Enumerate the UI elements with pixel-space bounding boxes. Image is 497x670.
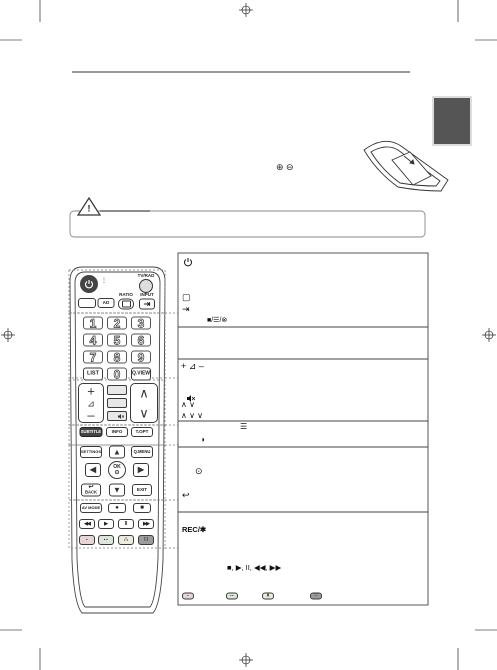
- ok-label: OK: [113, 463, 121, 470]
- ok-icon: ⊙: [114, 469, 120, 476]
- ratio-icon: [122, 301, 131, 308]
- tv-rad-label: TV/RAD: [137, 272, 155, 278]
- warning-mark: !: [87, 203, 91, 214]
- red-button: ·: [79, 535, 95, 545]
- channel-line-1: ∧ ∨: [181, 400, 195, 409]
- fast-forward-button: ▶▶: [138, 519, 154, 529]
- dots-icon: ⋮: [100, 277, 108, 285]
- channel-up: ∧: [139, 385, 149, 401]
- play-button: ▶: [98, 519, 114, 529]
- info-button: INFO: [106, 427, 128, 437]
- back-label: BACK: [84, 489, 98, 495]
- stop-button: ■: [133, 503, 151, 513]
- tv-rad-icons: ■/☰/⊗: [207, 317, 228, 324]
- back-icon: ↩: [182, 490, 190, 500]
- subtitle-button: SUBTITLE: [80, 427, 103, 437]
- nav-right-button: ▶: [133, 463, 149, 477]
- volume-icon: ⊿: [87, 398, 95, 409]
- q-menu-button: Q.MENU: [131, 446, 153, 458]
- panel-yellow-button: ∧: [262, 593, 274, 600]
- number-button-5: 5: [107, 334, 127, 347]
- polarity-symbols: ⊕ ⊖: [276, 162, 294, 172]
- volume-text: + ⊿ –: [181, 361, 204, 371]
- rewind-button: ◀◀: [79, 519, 95, 529]
- contrast-icon: ◑: [200, 435, 205, 444]
- middle-button-1: [107, 385, 127, 395]
- yellow-button: ∴: [118, 535, 134, 545]
- green-button: ··: [98, 535, 114, 545]
- ok-icon: ⊙: [195, 466, 203, 476]
- number-button-0: 0: [107, 368, 127, 381]
- ratio-button: [118, 299, 134, 310]
- mute-icon: [118, 414, 124, 419]
- settings-button: SETTINGS: [80, 446, 102, 458]
- menu-icon: ☰: [240, 422, 248, 431]
- transport-text: ■, ▶, II, ◀◀, ▶▶: [227, 563, 282, 572]
- t-opt-button: T.OPT: [131, 427, 153, 437]
- nav-up-button: ▲: [109, 446, 125, 459]
- number-button-8: 8: [107, 351, 127, 364]
- warning-box: [70, 198, 425, 237]
- nav-down-button: ▼: [109, 484, 125, 497]
- input-icon: ⇥: [182, 304, 190, 314]
- description-panel: [178, 253, 428, 605]
- volume-up: +: [87, 383, 95, 399]
- exit-button: EXIT: [132, 484, 152, 496]
- number-button-6: 6: [131, 334, 151, 347]
- battery-cover-illustration: [364, 141, 448, 191]
- list-button: LIST: [83, 368, 103, 381]
- power-button: [80, 275, 98, 293]
- back-button: [81, 484, 101, 497]
- pause-button: II: [118, 519, 134, 529]
- ratio-label: RATIO: [119, 291, 133, 297]
- panel-green-button: ··: [226, 593, 238, 600]
- ratio-icon: ▢: [182, 292, 191, 302]
- number-button-1: 1: [83, 317, 103, 330]
- nav-left-button: ◀: [85, 463, 101, 477]
- volume-down: –: [87, 407, 95, 423]
- panel-blue-button: ∷: [310, 593, 322, 600]
- chapter-tab: [432, 96, 472, 146]
- number-button-4: 4: [83, 334, 103, 347]
- top-row-button: [78, 298, 96, 308]
- middle-button-2: [107, 398, 127, 408]
- blue-button: ∷: [138, 535, 154, 545]
- number-button-2: 2: [107, 317, 127, 330]
- channel-down: ∨: [139, 405, 149, 421]
- mute-button: [107, 411, 127, 421]
- number-button-9: 9: [131, 351, 151, 364]
- rec-text: REC/✱: [182, 525, 207, 534]
- ok-button: [108, 461, 126, 479]
- back-icon: ↩: [88, 484, 94, 491]
- power-icon: [183, 257, 193, 267]
- input-label: INPUT: [140, 291, 154, 297]
- record-button: ●: [108, 503, 126, 513]
- av-mode-button: AV MODE: [80, 503, 102, 513]
- channel-line-2: ∧ ∨ ∨: [181, 411, 204, 420]
- power-icon: [84, 279, 94, 289]
- ad-button: AD: [98, 298, 115, 308]
- q-view-button: Q.VIEW: [131, 368, 151, 381]
- input-button: ⇥: [139, 299, 155, 310]
- number-button-7: 7: [83, 351, 103, 364]
- panel-red-button: ·: [182, 593, 194, 600]
- number-button-3: 3: [131, 317, 151, 330]
